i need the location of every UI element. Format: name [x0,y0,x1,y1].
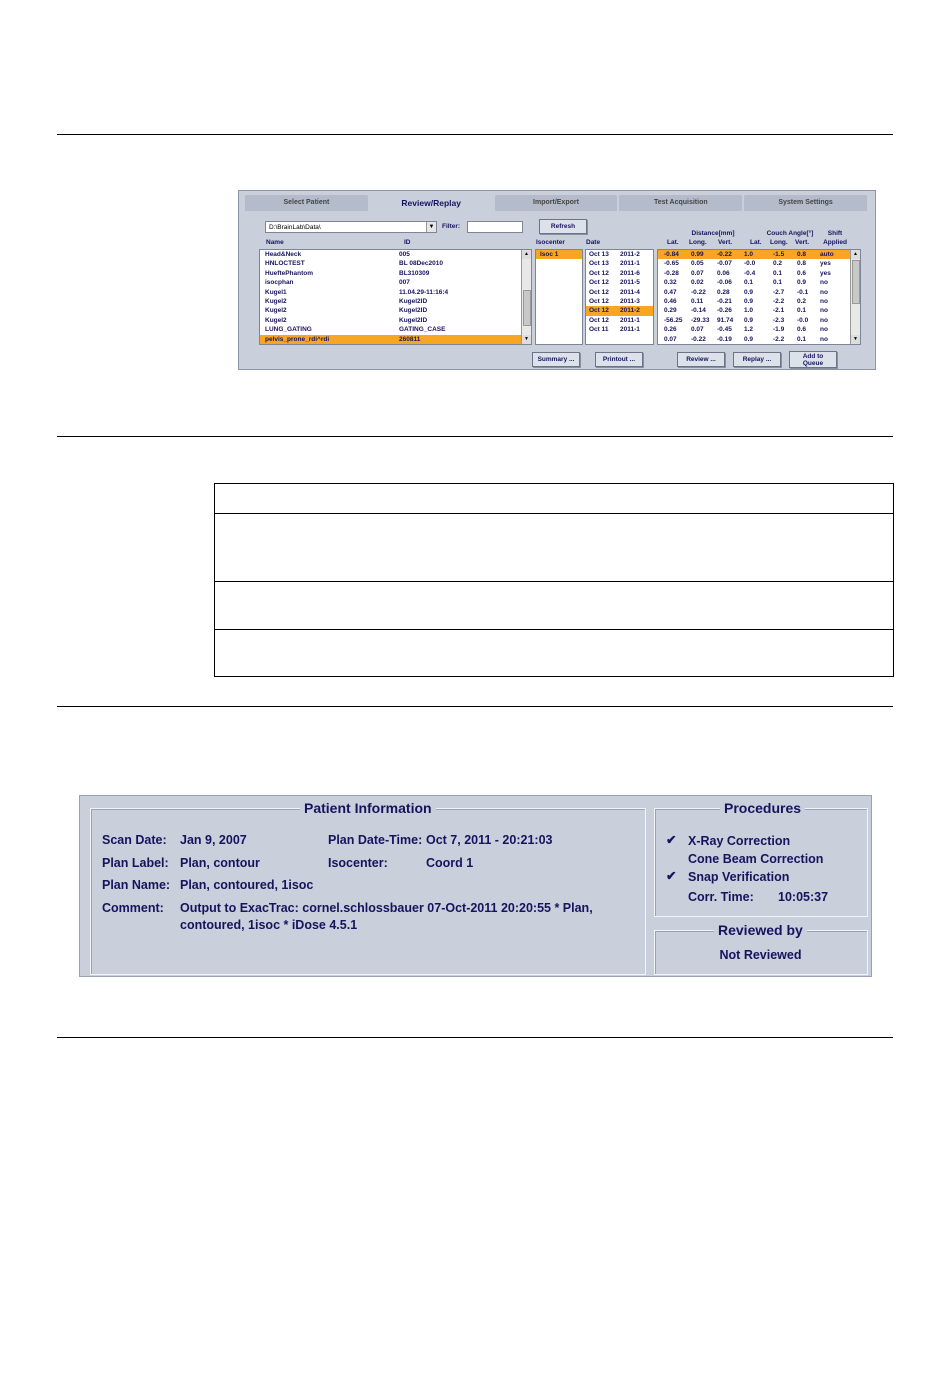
shift-applied: yes [820,260,831,268]
header-distance: Distance[mm] [691,230,735,237]
patient-id: GATING_CASE [399,326,446,334]
couch-vert: 0.1 [797,335,807,343]
scroll-down-icon[interactable]: ▼ [522,335,531,344]
dist-lat: -0.28 [664,269,679,277]
shift-row-selected[interactable] [658,250,860,259]
couch-vert: 0.8 [797,260,807,268]
procedures-title: Procedures [720,800,805,816]
session-date: Oct 12 [589,297,609,305]
patient-id: BL310309 [399,269,430,277]
patient-row[interactable] [260,316,531,325]
dist-long: -0.22 [691,288,706,296]
date-list[interactable] [585,249,654,345]
patient-list[interactable] [259,249,532,345]
session-date: Oct 12 [589,269,609,277]
session-date: Oct 12 [589,288,609,296]
shift-row[interactable] [658,335,860,344]
couch-vert: 0.8 [797,251,807,258]
shift-applied: no [820,279,828,287]
review-replay-screen [238,190,876,370]
shift-applied: auto [820,251,834,258]
couch-lat: 0.9 [744,297,754,305]
reviewed-by-group [654,922,868,975]
dist-lat: -56.25 [664,316,683,324]
couch-lat: 0.9 [744,335,754,343]
shift-list-scrollbar[interactable] [850,250,860,344]
dist-lat: -0.65 [664,260,679,268]
session-date: Oct 13 [589,260,609,268]
header-name: Name [266,239,284,246]
date-row[interactable] [586,288,653,297]
shift-applied: no [820,297,828,305]
date-row[interactable] [586,259,653,268]
plan-datetime-label: Plan Date-Time: [328,833,423,847]
dist-long: 0.07 [691,269,704,277]
session-date: Oct 12 [589,307,609,315]
dist-lat: 0.29 [664,307,677,315]
couch-lat: 0.9 [744,316,754,324]
summary-button[interactable]: Summary ... [532,352,580,367]
date-row[interactable] [586,316,653,325]
add-to-queue-button[interactable] [789,351,837,368]
session-date: Oct 12 [589,316,609,324]
comment-label: Comment: [102,901,164,915]
data-path-select[interactable] [265,221,437,233]
date-row[interactable] [586,269,653,278]
couch-lat: 0.1 [744,279,754,287]
scan-date-label: Scan Date: [102,833,167,847]
patient-row[interactable] [260,259,531,268]
patient-id: 007 [399,279,410,287]
isocenter-value: Coord 1 [426,856,474,870]
patient-name: Kugel2 [265,316,287,324]
scroll-down-icon[interactable]: ▼ [851,335,860,344]
shift-row[interactable] [658,306,860,315]
dist-vert: 0.28 [717,288,730,296]
comment-line-1: Output to ExacTrac: cornel.schlossbauer 07-Oct-2011 20:20:55 * Plan, [180,901,593,915]
patient-id: Kugel2ID [399,307,428,315]
couch-vert: 0.9 [797,279,807,287]
dist-vert: -0.22 [717,251,732,258]
divider-rule [57,134,893,135]
replay-button[interactable]: Replay ... [733,352,781,367]
shift-applied: no [820,316,828,324]
procedures-group [654,800,868,917]
tab-select-patient[interactable]: Select Patient [245,195,368,211]
couch-long: -1.5 [773,251,785,258]
couch-long: 0.1 [773,269,783,277]
shift-row[interactable] [658,269,860,278]
patient-name: Kugel2 [265,297,287,305]
filter-input[interactable] [467,221,523,233]
isocenter-row-selected[interactable] [536,250,582,259]
scroll-thumb[interactable] [523,290,531,326]
scroll-thumb[interactable] [852,260,860,304]
table-row [215,484,893,514]
couch-long: -2.2 [773,335,785,343]
couch-vert: 0.2 [797,297,807,305]
add-to-queue-line2: Queue [802,360,824,367]
session-date: Oct 12 [589,279,609,287]
checkmark-icon: ✔ [666,869,677,883]
couch-lat: -0.0 [744,260,756,268]
scroll-up-icon[interactable]: ▲ [851,250,860,259]
dist-vert: 91.74 [717,316,734,324]
dist-lat: 0.47 [664,288,677,296]
scroll-up-icon[interactable]: ▲ [522,250,531,259]
dist-vert: -0.19 [717,335,732,343]
couch-vert: 0.6 [797,326,807,334]
dist-lat: 0.26 [664,326,677,334]
dist-long: -0.22 [691,335,706,343]
procedure-item: Snap Verification [688,870,790,884]
divider-rule [57,706,893,707]
shift-applied: no [820,335,828,343]
plan-name-value: Plan, contoured, 1isoc [180,878,314,892]
shift-row[interactable] [658,325,860,334]
patient-rows [260,250,531,344]
procedure-item: X-Ray Correction [688,834,791,848]
couch-long: -2.3 [773,316,785,324]
tab-test-acquisition[interactable]: Test Acquisition [619,195,742,211]
session-date: Oct 13 [589,251,609,258]
date-row[interactable] [586,325,653,334]
patient-id: BL 08Dec2010 [399,260,443,268]
comment-line-2: contoured, 1isoc * iDose 4.5.1 [180,918,358,932]
shift-row[interactable] [658,288,860,297]
procedure-item: Cone Beam Correction [688,852,824,866]
patient-name: HNLOCTEST [265,260,305,268]
plan-label-value: Plan, contour [180,856,260,870]
reviewed-by-value: Not Reviewed [719,948,802,962]
table-row [215,514,893,582]
header-date: Date [586,239,601,246]
patient-name: HueftePhantom [265,269,314,277]
reviewed-by-title: Reviewed by [714,922,807,938]
header-dist-vert: Vert. [718,239,733,246]
couch-long: -2.1 [773,307,785,315]
refresh-button[interactable]: Refresh [539,219,587,234]
dist-lat: 0.46 [664,297,677,305]
patient-row[interactable] [260,325,531,334]
header-couch-vert: Vert. [795,239,810,246]
dist-lat: -0.84 [664,251,679,258]
header-couch-angle: Couch Angle[°] [766,230,814,237]
session-code: 2011-1 [620,316,640,324]
shift-row[interactable] [658,278,860,287]
patient-id: Kugel2ID [399,297,428,305]
couch-vert: 0.1 [797,307,807,315]
isocenter-list[interactable] [535,249,583,345]
couch-lat: 1.0 [744,307,754,315]
header-dist-lat: Lat. [667,239,679,246]
dist-vert: -0.07 [717,260,732,268]
header-shift: Shift [827,230,843,237]
dist-lat: 0.07 [664,335,677,343]
tab-import-export[interactable]: Import/Export [495,195,618,211]
shift-row[interactable] [658,259,860,268]
couch-long: 0.2 [773,260,783,268]
date-row[interactable] [586,297,653,306]
plan-name-label: Plan Name: [102,878,171,892]
shift-applied: yes [820,269,831,277]
tab-review-replay[interactable]: Review/Replay [370,195,493,211]
tab-bar [245,195,869,211]
patient-row[interactable] [260,278,531,287]
description-table [214,483,894,677]
patient-row[interactable] [260,297,531,306]
table-row [215,582,893,630]
scan-date-value: Jan 9, 2007 [180,833,247,847]
patient-name: Kugel1 [265,288,287,296]
couch-long: -1.9 [773,326,785,334]
dist-vert: -0.45 [717,326,732,334]
data-path-value: D:\BrainLab\Data\ [269,224,321,231]
header-couch-lat: Lat. [750,239,762,246]
shift-applied: no [820,326,828,334]
patient-row[interactable] [260,269,531,278]
date-row[interactable] [586,250,653,259]
dist-long: -0.14 [691,307,706,315]
patient-name: Kugel2 [265,307,287,315]
patient-name: Head&Neck [265,251,302,258]
shift-row[interactable] [658,297,860,306]
plan-label-label: Plan Label: [102,856,169,870]
date-row-selected[interactable] [586,306,653,315]
patient-row[interactable] [260,306,531,315]
header-id: ID [404,239,411,246]
patient-id: 11.04.29-11:16:4 [399,288,449,296]
shift-applied: no [820,307,828,315]
patient-list-scrollbar[interactable] [521,250,531,344]
patient-id: 260811 [399,335,421,343]
patient-information-title: Patient Information [300,800,436,816]
patient-row[interactable] [260,288,531,297]
couch-vert: 0.6 [797,269,807,277]
session-code: 2011-2 [620,307,640,315]
patient-id: 005 [399,251,410,258]
patient-row[interactable] [260,250,531,259]
review-content [245,211,869,365]
patient-id: Kugel2ID [399,316,428,324]
couch-lat: 1.2 [744,326,754,334]
session-code: 2011-5 [620,279,640,287]
session-code: 2011-4 [620,288,640,296]
add-to-queue-line1: Add to [802,353,824,360]
dist-long: 0.07 [691,326,704,334]
couch-lat: -0.4 [744,269,756,277]
session-code: 2011-3 [620,297,640,305]
session-code: 2011-2 [620,251,640,258]
isocenter-name: Isoc 1 [540,251,559,258]
header-couch-long: Long. [770,239,788,246]
couch-long: -2.2 [773,297,785,305]
couch-long: -2.7 [773,288,785,296]
isocenter-label: Isocenter: [328,856,388,870]
corr-time-value: 10:05:37 [778,890,829,904]
dist-long: -29.33 [691,316,710,324]
patient-name: pelvis_prone_rdi^rdi [265,335,330,343]
session-code: 2011-1 [620,260,640,268]
dist-vert: -0.21 [717,297,732,305]
filter-label: Filter: [442,223,461,230]
couch-long: 0.1 [773,279,783,287]
patient-name: isocphan [265,279,294,287]
tab-system-settings[interactable]: System Settings [744,195,867,211]
dist-long: 0.05 [691,260,704,268]
header-dist-long: Long. [689,239,707,246]
couch-vert: -0.1 [797,288,809,296]
shift-applied: no [820,288,828,296]
printout-button[interactable]: Printout ... [595,352,643,367]
dist-long: 0.02 [691,279,704,287]
header-applied: Applied [823,239,847,246]
review-button[interactable]: Review ... [677,352,725,367]
shift-list[interactable] [657,249,861,345]
dist-vert: -0.06 [717,279,732,287]
patient-row-selected[interactable] [260,335,531,344]
session-code: 2011-1 [620,326,640,334]
shift-row[interactable] [658,316,860,325]
dist-vert: -0.26 [717,307,732,315]
header-isocenter: Isocenter [536,239,565,246]
patient-information-group [90,800,646,975]
couch-vert: -0.0 [797,316,809,324]
session-date: Oct 11 [589,326,609,334]
divider-rule [57,1037,893,1038]
couch-lat: 1.0 [744,251,754,258]
divider-rule [57,436,893,437]
dropdown-arrow-icon[interactable]: ▼ [426,222,436,232]
couch-lat: 0.9 [744,288,754,296]
session-code: 2011-6 [620,269,640,277]
checkmark-icon: ✔ [666,833,677,847]
date-row[interactable] [586,278,653,287]
corr-time-label: Corr. Time: [688,890,754,904]
dist-lat: 0.32 [664,279,677,287]
patient-name: LUNG_GATING [265,326,312,334]
dist-vert: 0.06 [717,269,730,277]
plan-datetime-value: Oct 7, 2011 - 20:21:03 [426,833,553,847]
dist-long: 0.99 [691,251,704,258]
dist-long: 0.11 [691,297,704,305]
patient-information-screen [79,795,872,977]
